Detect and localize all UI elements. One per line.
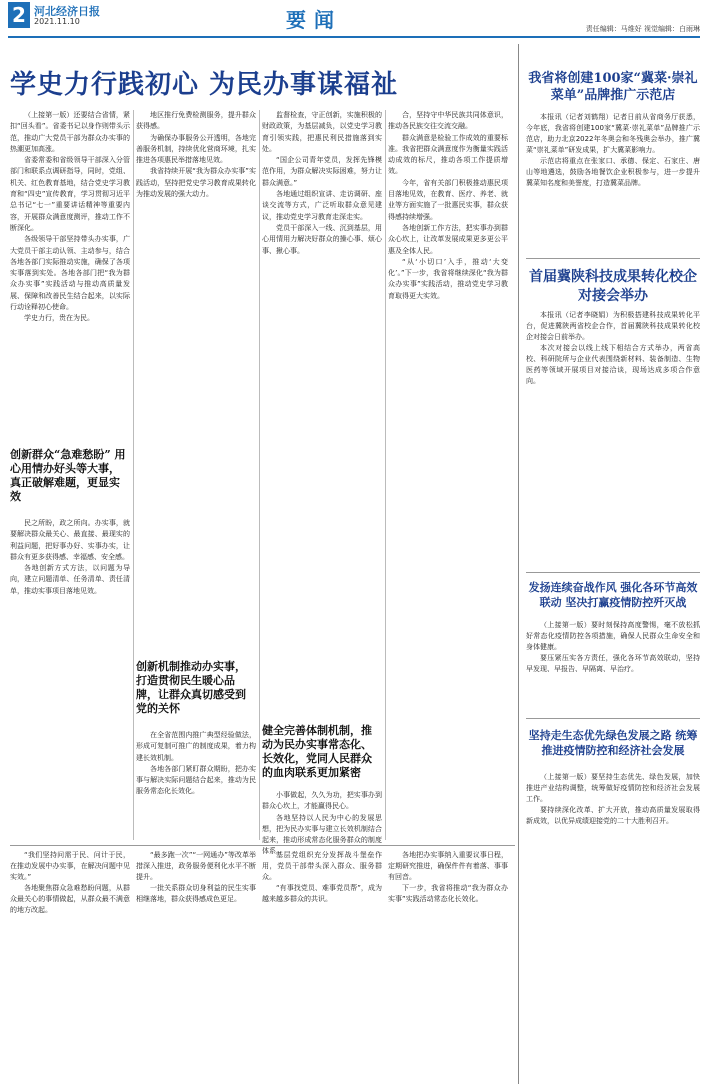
- column-rule: [518, 44, 519, 1084]
- page-number: 2: [8, 2, 30, 28]
- side-story-3-body: [526, 620, 700, 712]
- paragraph: 本次对接会以线上线下相结合方式举办，两省高校、科研院所与企业代表围绕新材料、装备制造、生物医药等领域开展项目对接洽谈，现场达成多项合作意向。: [526, 344, 700, 385]
- paragraph: “有事找党员、难事党员帮”，成为越来越多群众的共识。: [262, 884, 382, 903]
- article-column-3: [262, 110, 382, 720]
- paragraph: （上接第一版）要时刻保持高度警惕，毫不放松抓好常态化疫情防控各项措施，确保人民群众生命安全和身体健康。: [526, 621, 700, 651]
- paragraph: （上接第一版）要坚持生态优先、绿色发展，加快推进产业结构调整，统筹做好疫情防控和经济社会发展工作。: [526, 773, 700, 803]
- paragraph: 小事做起，久久为功，把实事办到群众心坎上，才能赢得民心。: [262, 791, 382, 811]
- paragraph: （上接第一版）还要结合省情，紧扣“回头看”。省委书记以身作则带头示范，推动广大党员干部为群众办实事的热潮更加高涨。: [10, 111, 130, 153]
- side-story-1-body: [526, 112, 700, 252]
- paragraph: 下一步，我省将推动“我为群众办实事”实践活动常态化长效化。: [388, 884, 508, 903]
- masthead-rule: [8, 36, 700, 38]
- paragraph: 要持续深化改革、扩大开放，推动高质量发展取得新成效，以优异成绩迎接党的二十大胜利召开。: [526, 806, 700, 825]
- paragraph: 各地坚持以人民为中心的发展思想，把为民办实事与建立长效机制结合起来，推动形成常态化服务群众的制度体系。: [262, 813, 382, 856]
- paragraph: 监督检查，守正创新，实施积极的财政政策，为基层减负，以党史学习教育引领实践，把惠民利民措施落到实处。: [262, 111, 382, 153]
- column-rule: [133, 110, 134, 840]
- side-story-1-headline: 我省将创建100家“冀菜·崇礼菜单”品牌推广示范店: [528, 71, 698, 103]
- paragraph: 党员干部深入一线、沉到基层，用心用情用力解决好群众的操心事、烦心事、揪心事。: [262, 223, 382, 255]
- column-rule: [259, 110, 260, 840]
- paragraph: “我们坚持问需于民、问计于民，在推动发展中办实事，在解决问题中见实效。”: [10, 851, 130, 881]
- paragraph: 学史力行，贵在为民。: [24, 314, 94, 323]
- article-column-1: [10, 110, 130, 440]
- paragraph: 一批关系群众切身利益的民生实事相继落地，群众获得感成色更足。: [136, 884, 256, 903]
- paragraph: 各地通过组织宣讲、走访调研、座谈交流等方式，广泛听取群众意见建议，推动党史学习教育走深走实。: [262, 190, 382, 221]
- section-title: 要闻: [286, 8, 342, 32]
- paragraph: 群众满意是检验工作成效的重要标准。我省把群众满意度作为衡量实践活动成效的标尺，推动各项工作提质增效。: [388, 133, 508, 176]
- paragraph: 各地创新工作方法，把实事办到群众心坎上，让改革发展成果更多更公平惠及全体人民。: [388, 223, 508, 255]
- article-column-1-continued: [10, 518, 130, 840]
- paragraph: 各地创新方式方法，以问题为导向，建立问题清单、任务清单、责任清单，推动实事项目落地见效。: [10, 564, 130, 595]
- bottom-story-rule: [10, 845, 515, 846]
- paragraph: 合，坚持守中华民族共同体意识，推动各民族交往交流交融。: [388, 111, 508, 131]
- article-column-4: [388, 110, 508, 840]
- masthead: [0, 0, 708, 40]
- subhead-1: 创新群众“急难愁盼” 用心用情办好头等大事，真正破解难题，更显实效: [10, 448, 126, 503]
- paragraph: “从‘小切口’入手，推动‘大变化’。”下一步，我省将继续深化“我为群众办实事”实践活动，推动党史学习教育取得更大实效。: [388, 257, 508, 300]
- column-rule: [385, 110, 386, 840]
- paragraph: 本报讯（记者李晓娟）为积极搭建科技成果转化平台，促进冀陕两省校企合作，首届冀陕科技成果转化校企对接会日前举办。: [526, 311, 700, 341]
- side-story-2-body: [526, 310, 700, 565]
- paragraph: 为确保办事服务公开透明，各地完善服务机制，持续优化营商环境，扎实推进各项惠民举措落地见效。: [136, 133, 256, 165]
- bottom-column-2: [136, 850, 256, 1086]
- side-story-2-headline: 首届冀陕科技成果转化校企对接会举办: [529, 269, 697, 304]
- main-headline: 学史力行践初心 为民办事谋福祉: [10, 70, 399, 100]
- side-story-4-body: [526, 772, 700, 1084]
- paragraph: 各级领导干部坚持带头办实事，广大党员干部主动认领、主动参与，结合各地各部门实际推动实施，确保了各项实事落到实处。各地各部门把“我为群众办实事”实践活动与推动高质量发展、保障和改善民生结合起来，以实际行动诠释初心使命。: [10, 235, 130, 312]
- paragraph: 民之所盼，政之所向。办实事，就要解决群众最关心、最直接、最现实的利益问题，把好事办好、实事办实，让群众有更多获得感、幸福感、安全感。: [10, 519, 130, 561]
- article-column-3-continued: [262, 790, 382, 856]
- paragraph: “最多跑一次”“一网通办”等改革举措深入推进，政务服务便利化水平不断提升。: [136, 851, 256, 881]
- side-divider: [526, 258, 700, 259]
- paragraph: 各地各部门紧盯群众期盼，把办实事与解决实际问题结合起来，推动为民服务常态化长效化。: [136, 764, 256, 796]
- article-column-2: [136, 110, 256, 655]
- bottom-column-4: [388, 850, 508, 1086]
- paragraph: 基层党组织充分发挥战斗堡垒作用，党员干部带头深入群众、服务群众。: [262, 851, 382, 881]
- side-story-3-headline: 发扬连续奋战作风 强化各环节高效联动 坚决打赢疫情防控歼灭战: [528, 581, 698, 609]
- article-column-2-continued: [136, 730, 256, 840]
- subhead-3: 健全完善体制机制，推动为民办实事常态化、长效化，党同人民群众的血肉联系更加紧密: [262, 724, 372, 779]
- paper-name: 河北经济日报: [34, 5, 100, 18]
- bottom-column-1: [10, 850, 130, 1086]
- paragraph: 我省持续开展“我为群众办实事”实践活动，坚持把党史学习教育成果转化为推动发展的强大动力。: [136, 167, 256, 199]
- side-story-4-headline: 坚持走生态优先绿色发展之路 统筹推进疫情防控和经济社会发展: [528, 729, 698, 757]
- paragraph: 今年，省有关部门积极推动惠民项目落地见效，在教育、医疗、养老、就业等方面实施了一批惠民实事，群众获得感持续增强。: [388, 178, 508, 221]
- paragraph: “国企公司青年党员，发挥先锋模范作用，为群众解决实际困难，努力让群众满意。”: [262, 156, 382, 187]
- side-divider: [526, 718, 700, 719]
- paragraph: 各地聚焦群众急难愁盼问题，从群众最关心的事情做起，从群众最不满意的地方改起。: [10, 884, 130, 914]
- paragraph: 要压紧压实各方责任，强化各环节高效联动，坚持早发现、早报告、早隔离、早治疗。: [526, 654, 700, 673]
- bottom-column-3: [262, 850, 382, 1086]
- paragraph: 在全省范围内推广典型经验做法，形成可复制可推广的制度成果，着力构建长效机制。: [136, 731, 256, 762]
- paragraph: 示范店将重点在张家口、承德、保定、石家庄、唐山等地遴选，鼓励各地餐饮企业积极参与，进一步提升冀菜知名度和美誉度，打造冀菜品牌。: [526, 157, 700, 187]
- side-divider: [526, 572, 700, 573]
- subhead-2: 创新机制推动办实事，打造贯彻民生暖心品牌，让群众真切感受到党的关怀: [136, 660, 246, 715]
- paragraph: 本报讯（记者刘鹤翔）记者日前从省商务厅获悉，今年底，我省将创建100家“冀菜·崇礼菜单”品牌推广示范店，助力北京2022年冬奥会和冬残奥会举办，推广冀菜“崇礼菜单”研发成果，扩大冀菜影响力。: [526, 113, 700, 154]
- publication-date: 2021.11.10: [34, 17, 80, 26]
- paragraph: 地区推行免费检测服务，提升群众获得感。: [136, 111, 256, 131]
- paragraph: 各地把办实事纳入重要议事日程，定期研究推进，确保件件有着落、事事有回音。: [388, 851, 508, 881]
- paragraph: 省委常委和省级领导干部深入分管部门和联系点调研指导，同时，党组、机关、红色教育基地，结合党史学习教育和“四史”宣传教育，学习贯彻习近平总书记“七一”重要讲话精神等重要内容，开展群众满意度测评，推动工作不断深化。: [10, 156, 130, 232]
- editor-credits: 责任编辑：马维好 视觉编辑：白雨琳: [585, 25, 700, 33]
